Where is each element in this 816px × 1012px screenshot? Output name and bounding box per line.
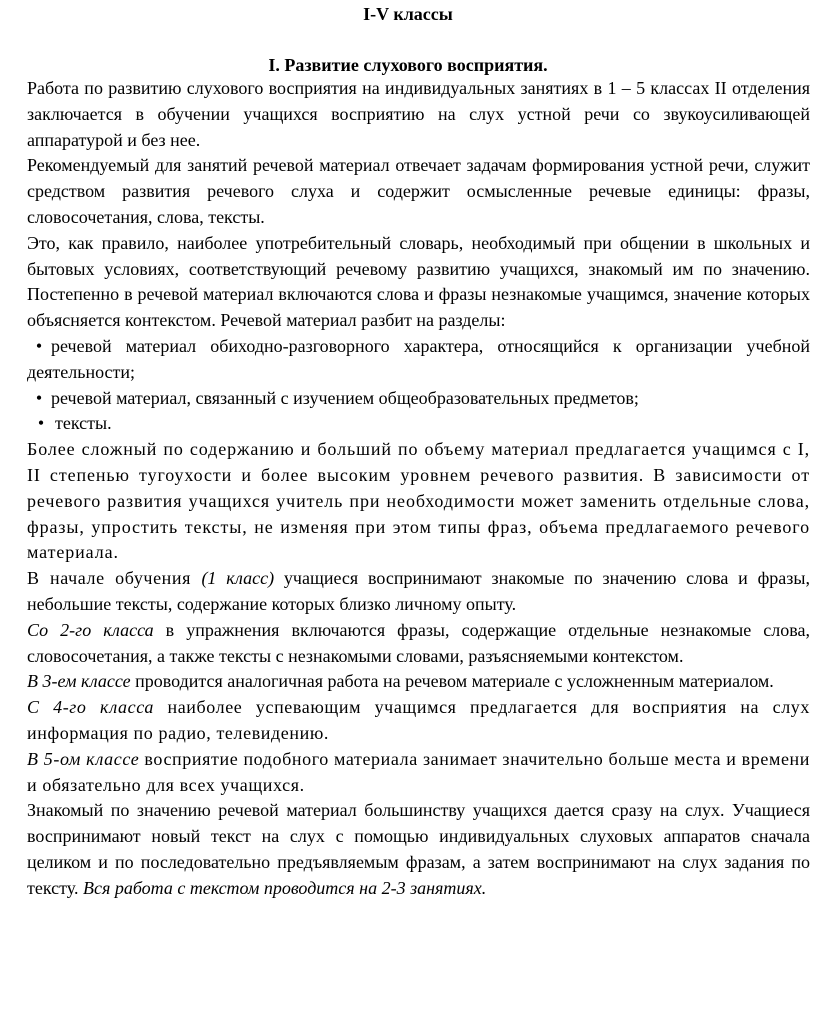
paragraph-1: Работа по развитию слухового восприятия на индивидуальных занятиях в 1 – 5 классах II отделения заключается в обучении учащихся восприятию на слух устной речи со звукоусиливающей аппаратурой и без нее. <box>27 78 810 150</box>
document-title: I-V классы <box>363 4 453 24</box>
paragraph-8: С 4-го класса наиболее успевающим учащимся предлагается для восприятия на слух информация по радио, телевидению. <box>27 697 810 743</box>
bullet-marker: • <box>37 413 45 434</box>
paragraph-2: Рекомендуемый для занятий речевой материал отвечает задачам формирования устной речи, служит средством развития речевого слуха и содержит осмысленные речевые единицы: фразы, словосочетания, слова, тексты. <box>27 155 810 227</box>
bullet-marker: • <box>35 387 43 408</box>
bullet-marker: • <box>35 335 43 356</box>
bullet-item-2: • речевой материал, связанный с изучением общеобразовательных предметов; <box>27 386 810 412</box>
paragraph-7: В 3-ем классе проводится аналогичная работа на речевом материале с усложненным материалом. <box>27 671 774 692</box>
bullet-item-3: • тексты. <box>27 411 810 437</box>
paragraph-3: Это, как правило, наиболее употребительный словарь, необходимый при общении в школьных и бытовых условиях, соответствующий речевому развитию учащихся, знакомый им по значению. Постепенно в речевой материал включаются слова и фразы незнакомые учащимся, значение которых объясняется контекстом. Речевой материал разбит на разделы: <box>27 232 810 331</box>
paragraph-4: Более сложный по содержанию и больший по объему материал предлагается учащимся с I, II степенью тугоухости и более высоким уровнем речевого развития. В зависимости от речевого развития учащихся учитель при необходимости может заменить отдельные слова, фразы, упростить тексты, не изменяя при этом типы фраз, объема предлагаемого речевого материала. <box>27 439 810 563</box>
paragraph-5: В начале обучения (1 класс) учащиеся воспринимают знакомые по значению слова и фразы, небольшие тексты, содержание которых близко личному опыту. <box>27 568 810 614</box>
paragraph-6: Со 2-го класса в упражнения включаются фразы, содержащие отдельные незнакомые слова, словосочетания, а также тексты с незнакомыми словами, разъясняемыми контекстом. <box>27 619 810 666</box>
section-heading: I. Развитие слухового восприятия. <box>268 55 548 75</box>
paragraph-10: Знакомый по значению речевой материал большинству учащихся дается сразу на слух. Учащиеся воспринимают новый текст на слух с помощью индивидуальных слуховых аппаратов сначала целиком и по последовательно предъявляемым фразам, а затем воспринимают на слух задания по тексту. Вся работа с текстом проводится на 2-3 занятиях. <box>27 800 810 898</box>
document-body <box>27 76 810 902</box>
paragraph-9: В 5-ом классе восприятие подобного материала занимает значительно больше места и времени и обязательно для всех учащихся. <box>27 748 810 795</box>
bullet-item-1: • речевой материал обиходно-разговорного характера, относящийся к организации учебной деятельности; <box>27 335 810 382</box>
